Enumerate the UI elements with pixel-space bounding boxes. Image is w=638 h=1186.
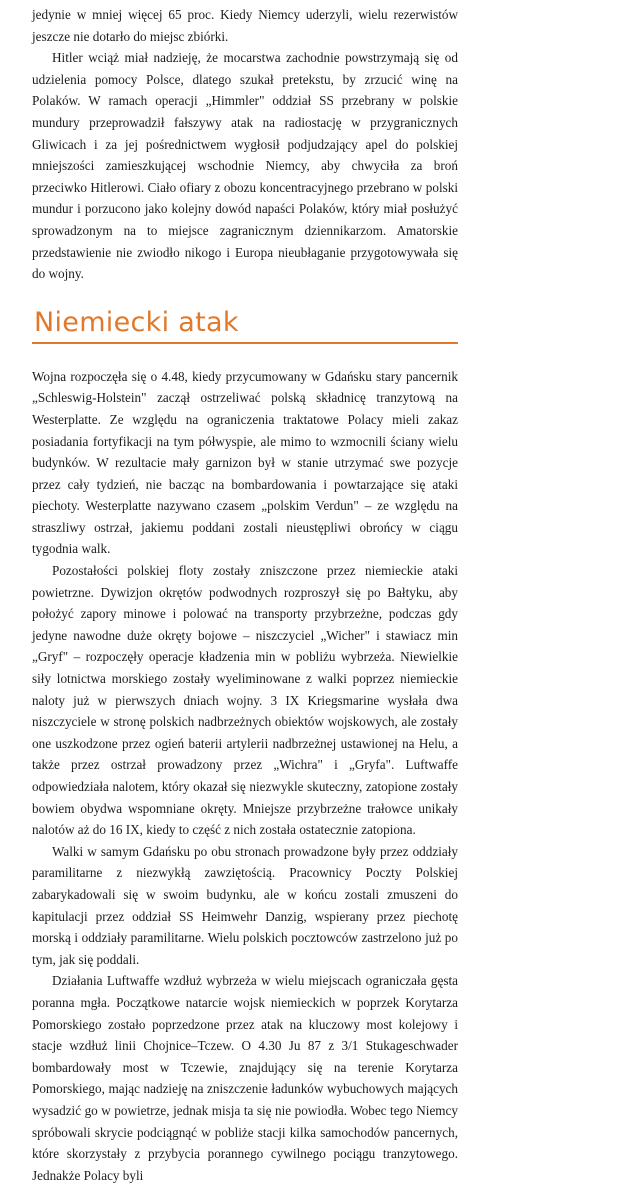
page-content [32,4,458,1186]
section-title-rule [32,342,458,344]
section-title: Niemiecki atak [34,306,239,338]
section-heading-block [32,307,458,344]
intro-paragraph-2: Hitler wciąż miał nadzieję, że mocarstwa zachodnie powstrzymają się od udzielenia pomocy Polsce, dlatego szukał pretekstu, by zrzucić winę na Polaków. W ramach operacji „Himmler" oddział SS przebrany w polskie mundury przeprowadził fałszywy atak na radiostację w przygranicznych Gliwicach i za jej pośrednictwem wygłosił podjudzający apel do polskiej mniejszości zamieszkującej wschodnie Niemcy, aby chwyciła za broń przeciwko Hitlerowi. Ciało ofiary z obozu koncentracyjnego przebrano w polski mundur i porzucono jako kolejny dowód napaści Polaków, który miał posłużyć sprowadzonym na to miejsce zagranicznym dziennikarzom. Amatorskie przedstawienie nie zwiodło nikogo i Europa nieubłaganie przygotowywała się do wojny. [32,50,458,282]
section-paragraph-2: Pozostałości polskiej floty zostały zniszczone przez niemieckie ataki powietrzne. Dywizjon okrętów podwodnych rozproszył się po Bałtyku, aby położyć zapory minowe i polować na transporty przybrzeżne, podczas gdy jedyne nawodne duże okręty bojowe – niszczyciel „Wicher" i stawiacz min „Gryf" – rozpoczęły operacje kładzenia min w pobliżu wybrzeża. Niewielkie siły lotnictwa morskiego zostały wyeliminowane z walki poprzez niemieckie naloty już w pierwszych dniach wojny. 3 IX Kriegsmarine wysłała dwa niszczyciele w stronę polskich nadbrzeżnych obiektów wojskowych, ale zostały one uszkodzone przez ogień baterii artylerii nadbrzeżnej ustawionej na Helu, a także przez ostrzał prowadzony przez „Wichra" i „Gryfa". Luftwaffe odpowiedziała nalotem, który okazał się niezwykle skuteczny, zatopione zostały bowiem obydwa wspomniane okręty. Mniejsze przybrzeżne trałowce unikały nalotów aż do 16 IX, kiedy to część z nich została ostatecznie zatopiona. [32,563,458,838]
intro-paragraph-1: jedynie w mniej więcej 65 proc. Kiedy Niemcy uderzyli, wielu rezerwistów jeszcze nie dotarło do miejsc zbiórki. [32,7,458,44]
section-paragraph-3: Walki w samym Gdańsku po obu stronach prowadzone były przez oddziały paramilitarne z niezwykłą zawziętością. Pracownicy Poczty Polskiej zabarykadowali się w swoim budynku, ale w końcu zostali zmuszeni do kapitulacji przez oddział SS Heimwehr Danzig, wspierany przez piechotę morską i oddziały paramilitarne. Wielu polskich pocztowców zastrzelono już po tym, jak się poddali. [32,843,458,967]
section-paragraph-4: Działania Luftwaffe wzdłuż wybrzeża w wielu miejscach ograniczała gęsta poranna mgła. Początkowe natarcie wojsk niemieckich w poprzek Korytarza Pomorskiego zostało poprzedzone przez atak na kluczowy most kolejowy i stacje wzdłuż linii Chojnice–Tczew. O 4.30 Ju 87 z 3/1 Stukageschwader bombardowały most w Tczewie, znajdujący się na terenie Korytarza Pomorskiego, mając nadzieję na zniszczenie ładunków wybuchowych mających wysadzić go w powietrze, jednak misja ta się nie powiodła. Wobec tego Niemcy spróbowali skrycie podciągnąć w pobliże stacji kilka samochodów pancernych, które skorzystały z przybycia porannego cywilnego pociągu tranzytowego. Jednakże Polacy byli [32,973,458,1183]
section-paragraph-1: Wojna rozpoczęła się o 4.48, kiedy przycumowany w Gdańsku stary pancernik „Schleswig-Holstein" zaczął ostrzeliwać polską składnicę tranzytową na Westerplatte. Ze względu na ograniczenia traktatowe Polacy mieli zakaz posiadania fortyfikacji na tym półwyspie, ale mimo to wzmocnili ściany wielu budynków. W rezultacie mały garnizon był w stanie utrzymać swe pozycje przez cały tydzień, nie bacząc na bombardowania i powtarzające się ataki piechoty. Westerplatte nazywano czasem „polskim Verdun" – ze względu na straszliwy ostrzał, jakiemu poddani zostali nieustępliwi obrońcy w ciągu tygodnia walk. [32,368,458,557]
